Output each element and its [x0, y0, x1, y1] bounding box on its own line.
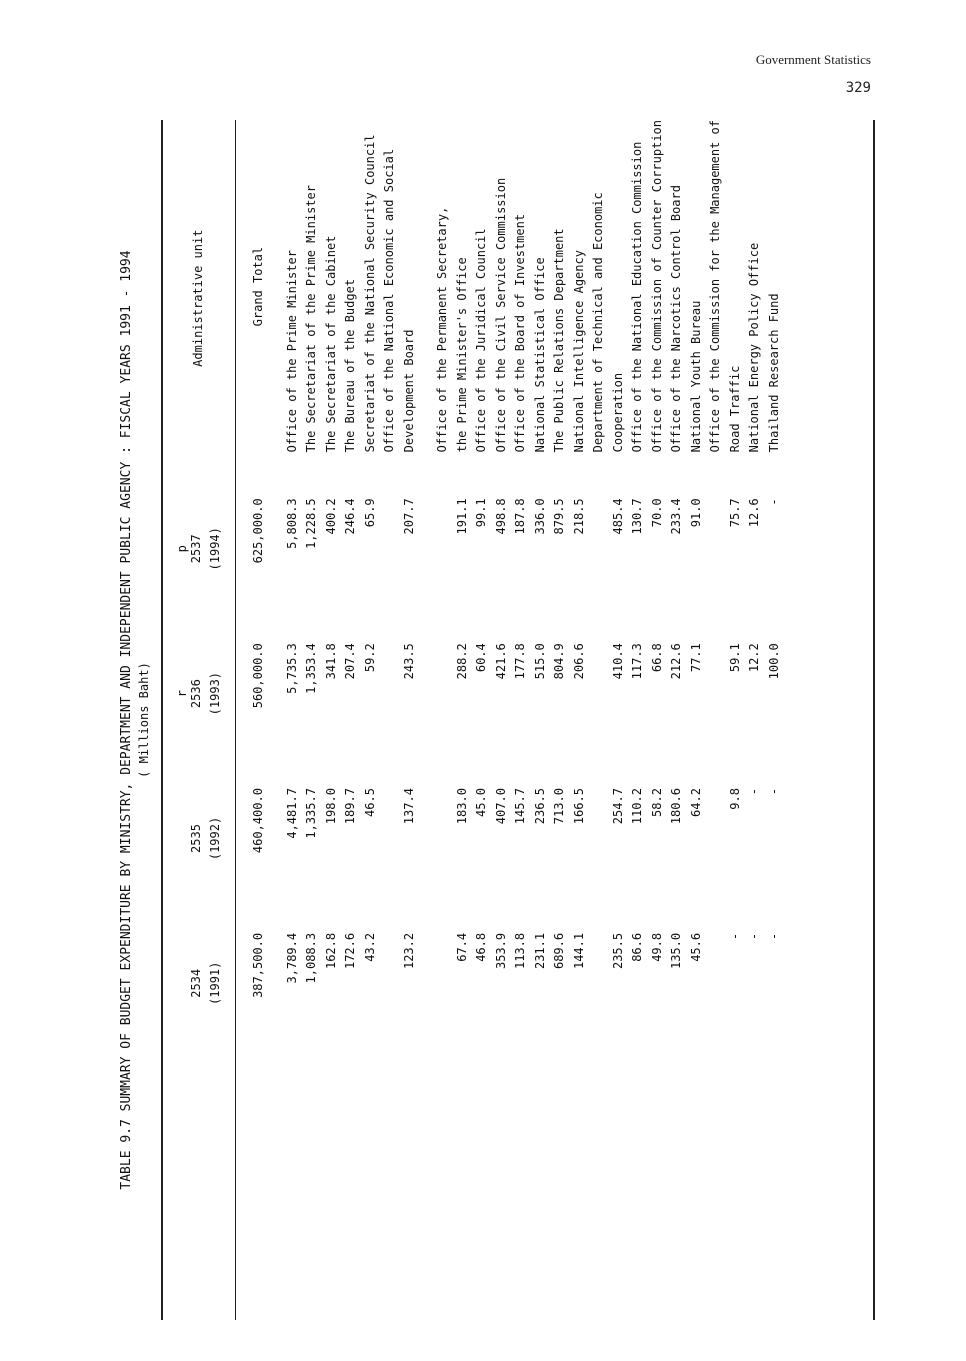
grand-total-thai [249, 1056, 269, 1320]
value-cell: 206.6 [571, 643, 586, 680]
value-cell: 46.8 [474, 932, 488, 962]
row-label-thai [570, 1056, 590, 1320]
row-label-english: Secretariat of the National Security Council [362, 134, 377, 453]
row-label-thai [667, 1056, 687, 1320]
value-cell: 66.8 [649, 643, 664, 673]
table-row [283, 120, 303, 1320]
table-row [628, 120, 648, 1320]
row-label-thai [765, 1056, 785, 1320]
col-header-year-1: 2534 (1991) [188, 961, 222, 1005]
value-cell: 86.6 [630, 932, 644, 962]
row-label-thai [745, 1056, 765, 1320]
value-cell [589, 621, 609, 766]
value-cell: 207.4 [343, 643, 357, 680]
table-row [550, 120, 570, 1320]
row-label-english: Department of Technical and Economic [591, 192, 605, 453]
row-label-thai [531, 1056, 551, 1320]
value-cell: 1,335.7 [304, 788, 318, 839]
row-label-thai [511, 1056, 531, 1320]
table-title-thai [101, 170, 115, 1270]
value-cell [589, 766, 609, 911]
row-label-english: Office of the Commission of Counter Corruption [649, 120, 664, 453]
value-cell: 3,789.4 [284, 932, 299, 984]
value-cell: 1,228.5 [304, 498, 318, 549]
table-row [745, 120, 765, 1320]
table-title-english: TABLE 9.7 SUMMARY OF BUDGET EXPENDITURE BY MINISTRY, DEPARTMENT AND INDEPENDENT PUBLIC AGENCY : FISCAL YEARS 1991 - 1994 [119, 250, 134, 1190]
row-label-thai [609, 1056, 629, 1320]
value-cell: 231.1 [532, 932, 547, 970]
row-label-english: the Prime Minister's Office [454, 257, 469, 453]
value-cell: 498.8 [493, 498, 508, 535]
running-header: Government Statistics [755, 52, 871, 67]
budget-table [163, 120, 784, 1320]
spacer-row [419, 120, 433, 1320]
row-label-thai [433, 1056, 453, 1320]
row-label-english: Office of the Civil Service Commission [493, 177, 508, 453]
value-cell: 60.4 [474, 643, 488, 673]
value-cell: 75.7 [727, 498, 742, 528]
value-cell: 254.7 [610, 788, 625, 825]
column-header-row [163, 120, 235, 1320]
value-cell: 166.5 [571, 788, 586, 825]
value-cell: 65.9 [362, 498, 377, 528]
value-cell: - [766, 788, 781, 796]
value-cell [433, 476, 453, 621]
value-cell: 172.6 [343, 932, 357, 970]
value-cell: 12.6 [747, 498, 761, 528]
row-label-thai [453, 1056, 473, 1320]
row-label-thai [648, 1056, 668, 1320]
value-cell: 212.6 [669, 643, 683, 680]
row-label-english: Office of the National Education Commission [630, 141, 644, 453]
value-cell: 130.7 [630, 498, 644, 535]
row-label-english: Road Traffic [727, 365, 742, 453]
value-cell: 233.4 [669, 498, 683, 535]
value-cell: 288.2 [454, 643, 469, 680]
row-label-thai [322, 1056, 342, 1320]
value-cell: 235.5 [610, 932, 625, 970]
value-cell: 485.4 [610, 498, 625, 535]
value-cell: 191.1 [454, 498, 469, 535]
table-row [706, 120, 726, 1320]
table-row [472, 120, 492, 1320]
value-cell: 804.9 [552, 643, 566, 680]
grand-total-1993: 560,000.0 [251, 643, 265, 709]
value-cell: 1,088.3 [304, 932, 318, 984]
table-row [570, 120, 590, 1320]
value-cell: 218.5 [571, 498, 586, 535]
table-row [726, 120, 746, 1320]
value-cell: - [766, 498, 781, 506]
row-label-english: The Public Relations Department [552, 228, 566, 453]
value-cell: 64.2 [688, 788, 703, 817]
col-header-year-3: r 2536 (1993) [174, 671, 222, 716]
value-cell: 183.0 [454, 788, 469, 825]
value-cell: 713.0 [552, 788, 566, 825]
row-label-english: Office of the Narcotics Control Board [669, 185, 683, 453]
value-cell: 1,353.4 [304, 643, 318, 694]
table-row [400, 120, 420, 1320]
row-label-english: Office of the National Economic and Social [382, 148, 396, 453]
grand-total-1994: 625,000.0 [251, 498, 265, 564]
row-label-english: The Secretariat of the Cabinet [323, 235, 338, 453]
value-cell: 180.6 [669, 788, 683, 825]
table-row [341, 120, 361, 1320]
table-block [83, 120, 883, 1320]
row-label-thai [472, 1056, 492, 1320]
value-cell [706, 621, 726, 766]
value-cell: 46.5 [362, 788, 377, 817]
table-row [361, 120, 381, 1320]
value-cell: 117.3 [630, 643, 644, 680]
row-label-english: Office of the Permanent Secretary, [435, 206, 449, 453]
grand-total-1991: 387,500.0 [251, 932, 265, 998]
value-cell: 162.8 [323, 932, 338, 970]
table-row [667, 120, 687, 1320]
bottom-rule [873, 120, 875, 1320]
grand-total-1992: 460,400.0 [251, 788, 265, 854]
value-cell: 341.8 [323, 643, 338, 680]
value-cell: 879.5 [552, 498, 566, 535]
table-row [589, 120, 609, 1320]
value-cell: 145.7 [513, 788, 527, 825]
grand-total-row [249, 120, 269, 1320]
table-row [609, 120, 629, 1320]
table-row [302, 120, 322, 1320]
value-cell: 70.0 [649, 498, 664, 528]
value-cell: 67.4 [454, 932, 469, 962]
row-label-english: Office of the Board of Investment [513, 213, 527, 453]
unit-note: ( Millions Baht) [137, 662, 151, 778]
row-label-thai [400, 1056, 420, 1320]
value-cell: 236.5 [532, 788, 547, 825]
value-cell [433, 911, 453, 1056]
row-label-english: Office of the Prime Minister [284, 250, 299, 453]
spacer-row [269, 120, 283, 1320]
value-cell: 113.8 [513, 932, 527, 970]
value-cell: 5,735.3 [284, 643, 299, 694]
row-label-thai [628, 1056, 648, 1320]
table-row [648, 120, 668, 1320]
row-label-english: Office of the Juridical Council [474, 228, 488, 453]
col-header-english: Administrative unit [191, 229, 206, 367]
table-row [511, 120, 531, 1320]
table-row [433, 120, 453, 1320]
row-label-thai [302, 1056, 322, 1320]
row-label-thai [550, 1056, 570, 1320]
value-cell: - [747, 932, 761, 941]
value-cell: 144.1 [571, 932, 586, 970]
value-cell: 400.2 [323, 498, 338, 535]
value-cell [706, 476, 726, 621]
value-cell: 45.6 [688, 932, 703, 962]
row-label-english: The Bureau of the Budget [343, 278, 357, 453]
value-cell: 137.4 [401, 788, 416, 825]
page-number: 329 [845, 80, 871, 96]
value-cell: 99.1 [474, 498, 488, 528]
value-cell: 91.0 [688, 498, 703, 528]
row-label-thai [380, 1056, 400, 1320]
value-cell: 336.0 [532, 498, 547, 535]
value-cell: - [727, 932, 742, 941]
value-cell [589, 476, 609, 621]
value-cell: 410.4 [610, 643, 625, 680]
row-label-english: National Intelligence Agency [571, 250, 586, 453]
value-cell: 43.2 [362, 932, 377, 962]
row-label-thai [341, 1056, 361, 1320]
row-label-english: National Energy Policy Office [747, 242, 761, 453]
value-cell: 59.2 [362, 643, 377, 673]
value-cell: - [747, 788, 761, 796]
value-cell [706, 911, 726, 1056]
value-cell: 353.9 [493, 932, 508, 970]
value-cell [380, 621, 400, 766]
value-cell: 110.2 [630, 788, 644, 825]
row-label-thai [687, 1056, 707, 1320]
value-cell [433, 621, 453, 766]
value-cell: 189.7 [343, 788, 357, 825]
row-label-english: National Statistical Office [532, 257, 547, 453]
value-cell: 59.1 [727, 643, 742, 673]
value-cell: 100.0 [766, 643, 781, 680]
value-cell: 243.5 [401, 643, 416, 680]
value-cell: 246.4 [343, 498, 357, 535]
rotated-table-page [83, 120, 883, 1320]
row-label-english: Thailand Research Fund [766, 293, 781, 453]
value-cell [589, 911, 609, 1056]
value-cell [380, 476, 400, 621]
grand-total-english: Grand Total [251, 246, 265, 327]
value-cell: 421.6 [493, 643, 508, 680]
row-label-thai [283, 1056, 303, 1320]
table-row [453, 120, 473, 1320]
value-cell [380, 766, 400, 911]
row-label-thai [726, 1056, 746, 1320]
row-label-english: The Secretariat of the Prime Minister [304, 185, 318, 453]
row-label-thai [706, 1056, 726, 1320]
table-row [531, 120, 551, 1320]
value-cell: 4,481.7 [284, 788, 299, 839]
value-cell: 12.2 [747, 643, 761, 673]
value-cell: 515.0 [532, 643, 547, 680]
row-label-thai [361, 1056, 381, 1320]
row-label-english: Office of the Commission for the Management of [708, 120, 722, 453]
value-cell: 207.7 [401, 498, 416, 535]
unit-english: Millions Baht) [137, 662, 151, 764]
value-cell [433, 766, 453, 911]
value-cell: 123.2 [401, 932, 416, 970]
row-label-english: Development Board [401, 329, 416, 453]
row-label-english: National Youth Bureau [688, 300, 703, 453]
value-cell [380, 911, 400, 1056]
col-header-thai [163, 1056, 235, 1320]
row-label-thai [589, 1056, 609, 1320]
table-row [492, 120, 512, 1320]
value-cell: 5,808.3 [284, 498, 299, 549]
value-cell: 198.0 [323, 788, 338, 825]
value-cell [706, 766, 726, 911]
row-label-english: Cooperation [610, 372, 625, 453]
col-header-year-4: p 2537 (1994) [174, 527, 222, 571]
value-cell: 58.2 [649, 788, 664, 817]
table-row [765, 120, 785, 1320]
row-label-thai [492, 1056, 512, 1320]
table-row [687, 120, 707, 1320]
value-cell: 49.8 [649, 932, 664, 962]
value-cell: - [766, 932, 781, 941]
value-cell: 135.0 [669, 932, 683, 970]
value-cell: 689.6 [552, 932, 566, 970]
value-cell: 187.8 [513, 498, 527, 535]
value-cell: 407.0 [493, 788, 508, 825]
col-header-year-2: 2535 (1992) [188, 816, 222, 861]
value-cell: 77.1 [688, 643, 703, 673]
table-row [322, 120, 342, 1320]
value-cell: 45.0 [474, 788, 488, 817]
value-cell: 177.8 [513, 643, 527, 680]
spacer-row [235, 120, 249, 1320]
table-row [380, 120, 400, 1320]
value-cell: 9.8 [727, 788, 742, 810]
